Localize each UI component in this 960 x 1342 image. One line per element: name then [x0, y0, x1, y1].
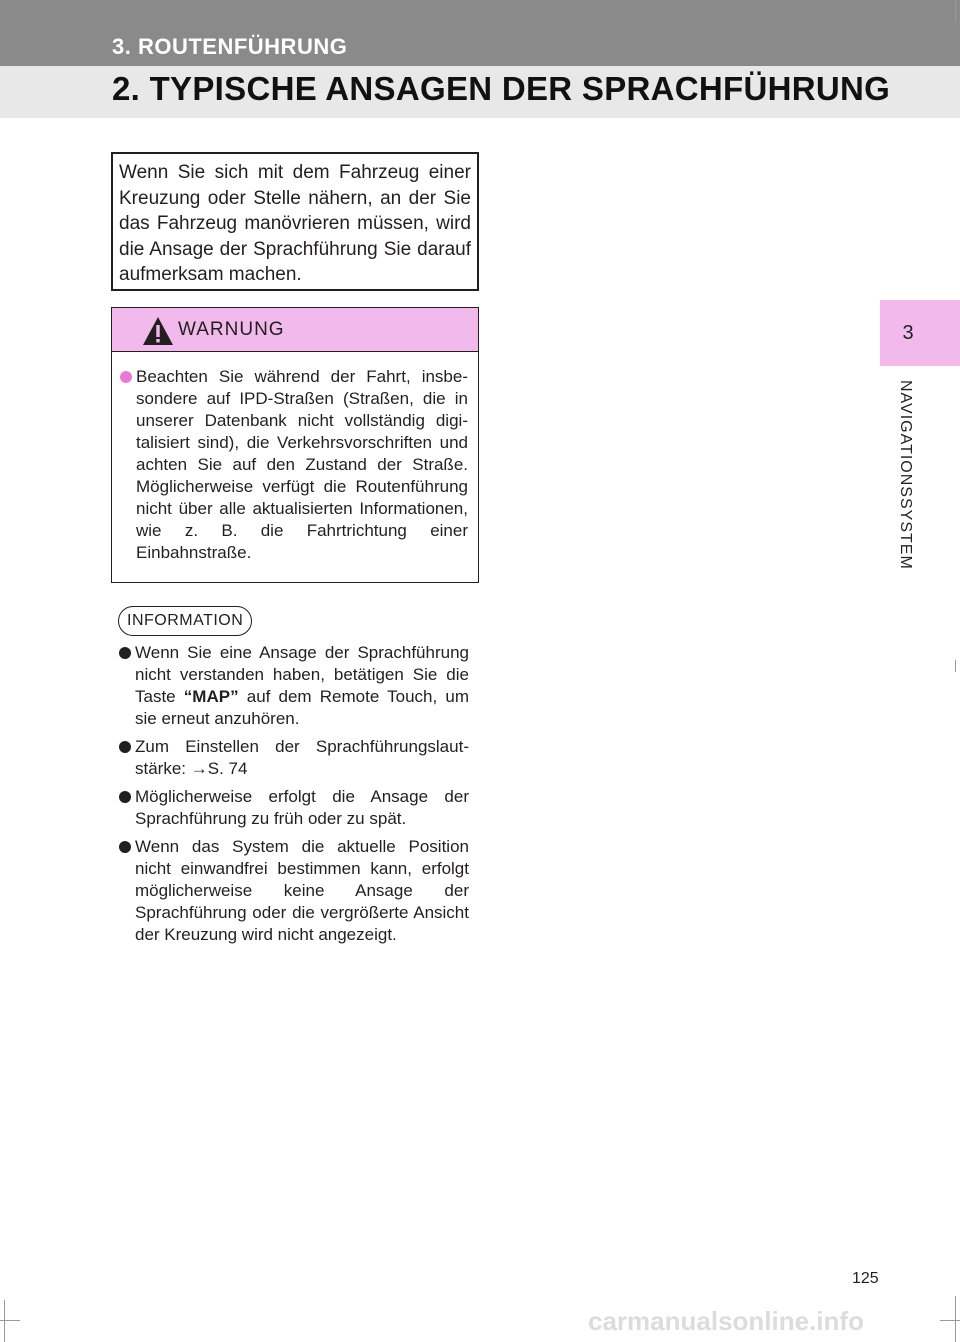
section-label: 3. ROUTENFÜHRUNG — [112, 34, 348, 59]
page-reference: Zum Einstellen der Sprachführungslautstärke: →S. 74 — [135, 737, 469, 778]
information-label: INFORMATION — [118, 606, 252, 636]
info-item: Wenn Sie eine Ansage der Sprachführung nicht verstanden haben, betätigen Sie die Taste “MAP” auf dem Remote Touch, um sie erneut anzuhören. — [119, 642, 469, 730]
watermark: carmanualsonline.info — [588, 1306, 864, 1336]
warning-title: WARNUNG — [178, 319, 285, 340]
warning-triangle-icon — [142, 316, 174, 346]
bullet-icon — [120, 371, 132, 383]
trim-mark — [955, 1296, 956, 1342]
info-item — [119, 736, 469, 780]
bullet-icon — [119, 841, 131, 853]
page-number: 125 — [852, 1270, 879, 1287]
information-list — [119, 642, 469, 952]
map-key-label: “MAP” — [183, 687, 239, 706]
warning-header — [112, 308, 478, 352]
bullet-icon — [119, 741, 131, 753]
warning-box — [111, 307, 479, 583]
trim-mark — [955, 660, 956, 672]
info-item: Wenn das System die aktuelle Position nicht einwandfrei bestimmen kann, erfolgt möglicherweise keine Ansage der Sprachführung oder die vergrößerte Ansicht der Kreuzung wird nicht angezeigt. — [119, 836, 469, 946]
intro-box — [111, 152, 479, 291]
trim-mark — [940, 1320, 960, 1321]
chapter-number: 3 — [902, 322, 914, 344]
warning-item-text: Beachten Sie während der Fahrt, insbesondere auf IPD-Straßen (Straßen, die in unserer Datenbank nicht vollständig digitalisiert sind), die Verkehrsvorschriften und achten Sie auf den Zustand der Straße. Möglicherweise verfügt die Routenführung nicht über alle aktualisierten Informationen, wie z. B. die Fahrtrichtung einer Einbahnstraße. — [136, 367, 468, 562]
info-item: Möglicherweise erfolgt die Ansage der Sprachführung zu früh oder zu spät. — [119, 786, 469, 830]
page-title: 2. TYPISCHE ANSAGEN DER SPRACHFÜHRUNG — [112, 70, 891, 107]
trim-mark — [0, 1320, 20, 1321]
chapter-tab — [880, 300, 960, 366]
warning-item — [120, 366, 468, 564]
bullet-icon — [119, 791, 131, 803]
trim-mark — [4, 1300, 5, 1342]
trim-mark — [955, 0, 956, 22]
chapter-title: NAVIGATIONSSYSTEM — [897, 380, 914, 570]
warning-body — [112, 352, 478, 564]
bullet-icon — [119, 647, 131, 659]
intro-text: Wenn Sie sich mit dem Fahrzeug einer Kreuzung oder Stelle nähern, an der Sie das Fahrzeug manövrieren müssen, wird die Ansage der Sprachführung Sie darauf aufmerksam machen. — [119, 162, 471, 285]
